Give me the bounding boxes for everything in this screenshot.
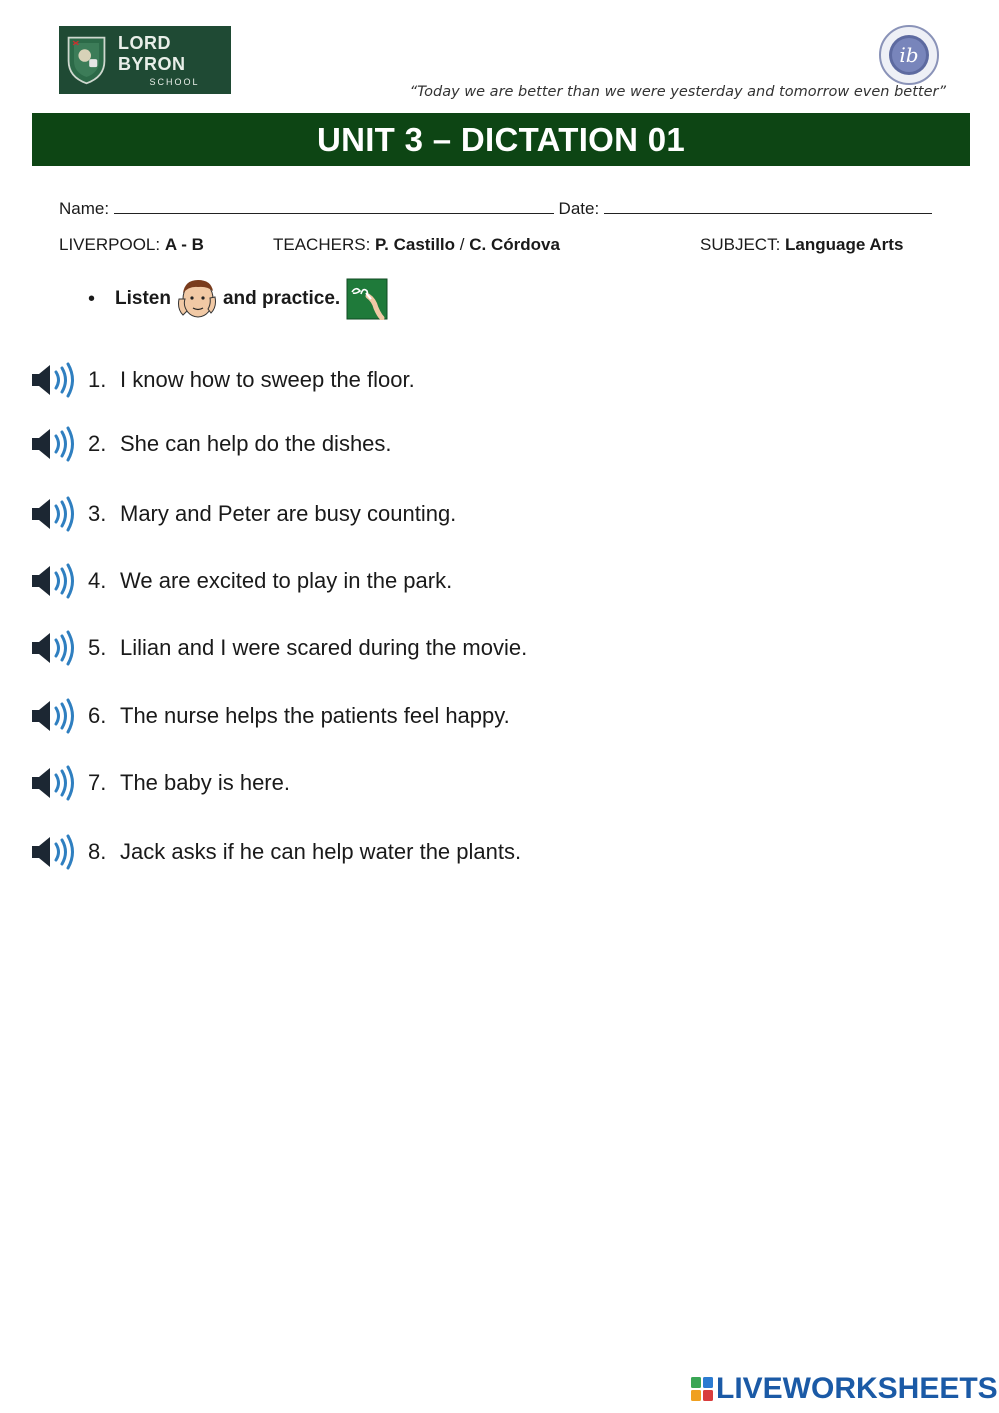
item-number: 8. bbox=[88, 839, 107, 864]
teachers-info bbox=[273, 235, 560, 255]
speaker-audio-icon[interactable] bbox=[26, 764, 80, 802]
school-logo bbox=[59, 26, 231, 94]
writing-board-icon bbox=[346, 278, 388, 320]
teachers-label: TEACHERS: bbox=[273, 235, 371, 254]
speaker-audio-icon[interactable] bbox=[26, 562, 80, 600]
speaker-audio-icon[interactable] bbox=[26, 697, 80, 735]
dictation-item bbox=[26, 360, 415, 400]
title-bar bbox=[32, 113, 970, 166]
speaker-audio-icon[interactable] bbox=[26, 425, 80, 463]
instruction bbox=[88, 276, 394, 322]
item-number: 6. bbox=[88, 703, 107, 728]
dictation-item bbox=[26, 494, 456, 534]
item-sentence: The baby is here. bbox=[120, 770, 290, 795]
item-number: 4. bbox=[88, 568, 107, 593]
item-sentence: Jack asks if he can help water the plants. bbox=[120, 839, 522, 864]
item-number: 1. bbox=[88, 367, 107, 392]
speaker-audio-icon[interactable] bbox=[26, 629, 80, 667]
speaker-audio-icon[interactable] bbox=[26, 495, 80, 533]
item-sentence: Mary and Peter are busy counting. bbox=[120, 501, 457, 526]
dictation-item bbox=[26, 628, 527, 668]
subject-info bbox=[700, 235, 903, 255]
logo-title: LORD BYRON bbox=[118, 33, 186, 74]
speaker-audio-icon[interactable] bbox=[26, 361, 80, 399]
dictation-item bbox=[26, 763, 290, 803]
item-sentence: We are excited to play in the park. bbox=[120, 568, 453, 593]
svg-text:ib: ib bbox=[899, 43, 919, 67]
item-number: 2. bbox=[88, 431, 107, 456]
item-sentence: I know how to sweep the floor. bbox=[120, 367, 415, 392]
school-crest-icon bbox=[65, 31, 108, 89]
teacher-2: C. Córdova bbox=[469, 235, 560, 254]
liveworksheets-logo-icon bbox=[690, 1376, 714, 1402]
date-label: Date: bbox=[558, 199, 600, 218]
logo-subtitle: SCHOOL bbox=[149, 77, 200, 87]
item-number: 5. bbox=[88, 635, 107, 660]
item-sentence: The nurse helps the patients feel happy. bbox=[120, 703, 510, 728]
liverpool-label: LIVERPOOL: bbox=[59, 235, 161, 254]
page-title: UNIT 3 – DICTATION 01 bbox=[316, 120, 686, 158]
dictation-item bbox=[26, 424, 392, 464]
item-sentence: She can help do the dishes. bbox=[120, 431, 392, 456]
speaker-audio-icon[interactable] bbox=[26, 833, 80, 871]
teacher-1: P. Castillo bbox=[375, 235, 456, 254]
name-label: Name: bbox=[59, 199, 110, 218]
instruction-listen: Listen bbox=[115, 288, 171, 309]
item-sentence: Lilian and I were scared during the movie. bbox=[120, 635, 528, 660]
dictation-item bbox=[26, 696, 510, 736]
school-motto: “Today we are better than we were yesterday and tomorrow even better” bbox=[409, 84, 946, 100]
subject-value: Language Arts bbox=[785, 235, 904, 254]
liverpool-info bbox=[59, 235, 204, 255]
name-date-row bbox=[59, 199, 932, 219]
item-number: 3. bbox=[88, 501, 107, 526]
liveworksheets-wordmark: LIVEWORKSHEETS bbox=[716, 1372, 998, 1405]
subject-label: SUBJECT: bbox=[700, 235, 781, 254]
ib-world-school-logo-icon bbox=[878, 24, 940, 86]
name-field[interactable] bbox=[114, 199, 554, 214]
listening-ear-icon bbox=[177, 277, 217, 321]
instruction-practice: and practice. bbox=[222, 288, 341, 309]
dictation-item bbox=[26, 832, 521, 872]
bullet: • bbox=[88, 287, 96, 310]
date-field[interactable] bbox=[604, 199, 932, 214]
item-number: 7. bbox=[88, 770, 107, 795]
dictation-item bbox=[26, 561, 452, 601]
liveworksheets-brand bbox=[690, 1372, 998, 1406]
liverpool-value: A - B bbox=[164, 235, 204, 254]
teacher-separator: / bbox=[459, 235, 465, 254]
